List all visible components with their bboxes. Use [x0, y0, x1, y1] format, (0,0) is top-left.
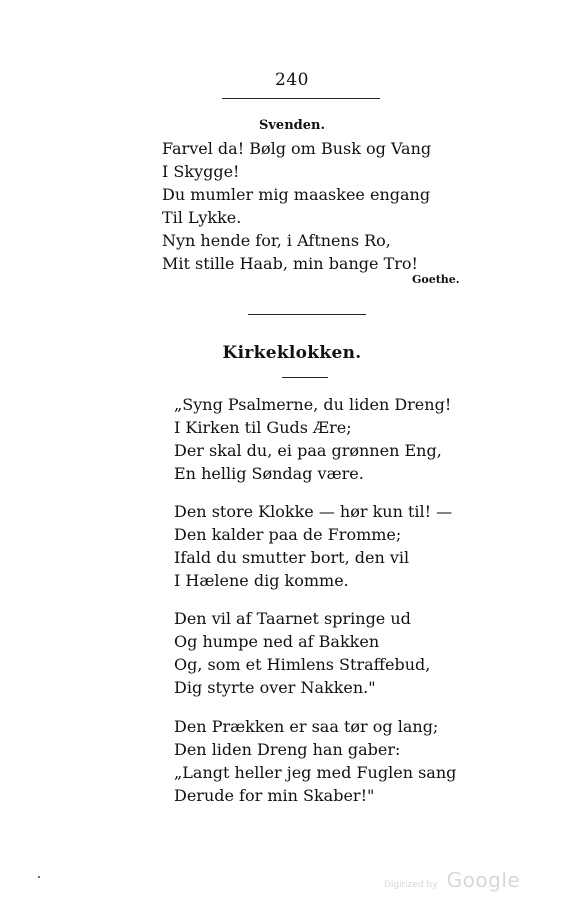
- page-number: 240: [275, 70, 309, 90]
- verse-line: En hellig Søndag være.: [174, 464, 364, 483]
- google-logo: Google: [446, 868, 521, 892]
- verse-line: Den kalder paa de Fromme;: [174, 525, 402, 544]
- verse-line: Derude for min Skaber!": [174, 786, 375, 805]
- verse-line: Farvel da! Bølg om Busk og Vang: [162, 139, 432, 158]
- verse-line: Nyn hende for, i Aftnens Ro,: [162, 231, 391, 250]
- verse-line: Den vil af Taarnet springe ud: [174, 609, 411, 628]
- verse-line: Og humpe ned af Bakken: [174, 632, 380, 651]
- header-rule: [222, 98, 380, 99]
- verse-line: „Syng Psalmerne, du liden Dreng!: [174, 395, 452, 414]
- verse-line: Dig styrte over Nakken.": [174, 678, 376, 697]
- stanza: [174, 393, 451, 485]
- watermark-caption: Digitized by: [384, 880, 438, 890]
- verse-line: Mit stille Haab, min bange Tro!: [162, 254, 418, 273]
- section-divider: [248, 314, 366, 315]
- verse-line: Du mumler mig maaskee engang: [162, 185, 431, 204]
- section-heading: Svenden.: [258, 118, 325, 133]
- stanza: [174, 500, 452, 592]
- verse-line: Der skal du, ei paa grønnen Eng,: [174, 441, 442, 460]
- poem-title: Kirkeklokken.: [222, 343, 362, 363]
- stanza: [162, 137, 431, 275]
- verse-line: I Kirken til Guds Ære;: [174, 418, 352, 437]
- verse-line: Den store Klokke — hør kun til! —: [174, 502, 453, 521]
- verse-line: I Hælene dig komme.: [174, 571, 349, 590]
- digitization-watermark: [384, 868, 520, 892]
- verse-line: Og, som et Himlens Straffebud,: [174, 655, 431, 674]
- title-underline: [282, 377, 328, 378]
- stanza: [174, 607, 430, 699]
- verse-line: Til Lykke.: [162, 208, 242, 227]
- verse-line: Ifald du smutter bort, den vil: [174, 548, 410, 567]
- verse-line: Den liden Dreng han gaber:: [174, 740, 401, 759]
- print-speck: [38, 876, 40, 878]
- verse-line: „Langt heller jeg med Fuglen sang: [174, 763, 457, 782]
- verse-line: I Skygge!: [162, 162, 240, 181]
- verse-line: Den Prækken er saa tør og lang;: [174, 717, 439, 736]
- author-attribution: Goethe.: [412, 273, 460, 286]
- stanza: [174, 715, 456, 807]
